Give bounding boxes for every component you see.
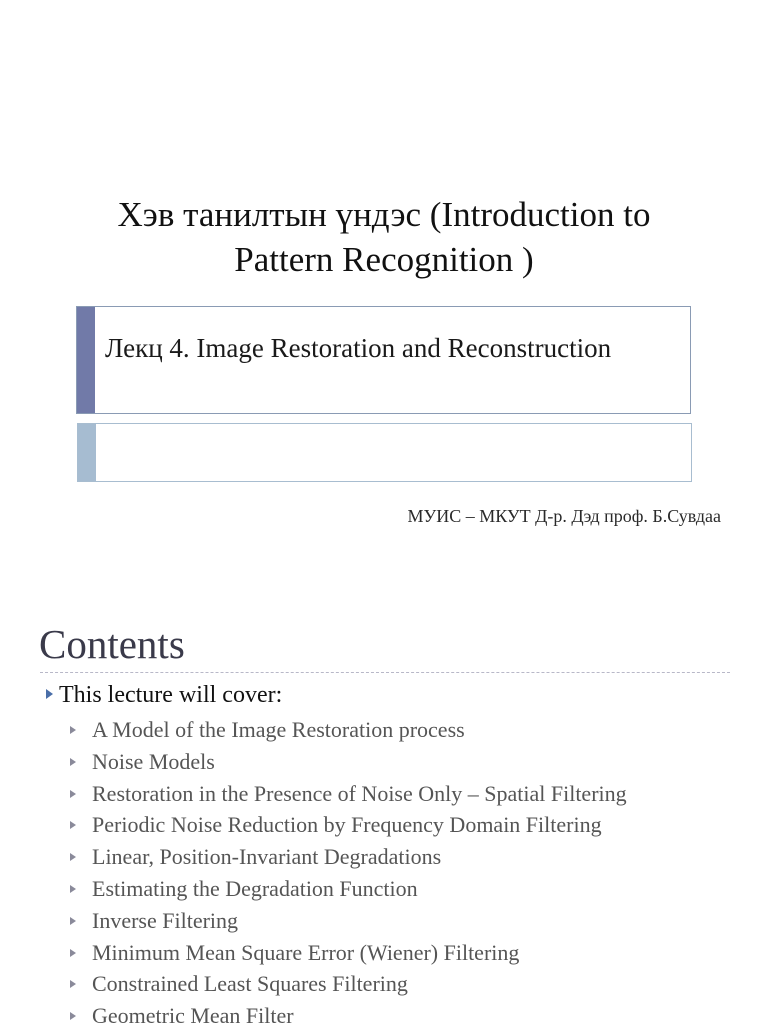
light-accent-bar: [78, 424, 96, 481]
title-line-2: Pattern Recognition ): [234, 240, 534, 279]
triangle-bullet-icon: [70, 885, 76, 893]
triangle-bullet-icon: [70, 853, 76, 861]
list-item: [70, 716, 627, 748]
contents-slide: [0, 576, 768, 1029]
contents-heading: Contents: [39, 621, 185, 667]
list-item: [70, 1002, 627, 1034]
triangle-bullet-icon: [70, 821, 76, 829]
list-item: [70, 907, 627, 939]
triangle-bullet-icon: [70, 980, 76, 988]
list-item: [70, 970, 627, 1002]
subtitle-box: [76, 306, 691, 414]
triangle-bullet-icon: [70, 790, 76, 798]
list-item-text: Periodic Noise Reduction by Frequency Domain Filtering: [92, 812, 602, 838]
slide-title: [40, 192, 728, 282]
triangle-bullet-icon: [46, 689, 53, 699]
list-item: [70, 843, 627, 875]
title-line-1: Хэв танилтын үндэс (Introduction to: [117, 195, 651, 234]
list-item-text: Minimum Mean Square Error (Wiener) Filtering: [92, 939, 520, 965]
contents-list: [70, 716, 627, 1034]
list-item-text: A Model of the Image Restoration process: [92, 717, 465, 742]
intro-bullet: [46, 682, 282, 709]
list-item-text: Constrained Least Squares Filtering: [92, 971, 408, 997]
list-item: [70, 748, 627, 780]
author-line: МУИС – МКУТ Д-р. Дэд проф. Б.Сувдаа: [407, 506, 721, 526]
triangle-bullet-icon: [70, 1012, 76, 1020]
list-item-text: Restoration in the Presence of Noise Only – Spatial Filtering: [92, 780, 627, 806]
list-item: [70, 811, 627, 843]
triangle-bullet-icon: [70, 949, 76, 957]
subtitle-accent-bar: [77, 307, 95, 413]
triangle-bullet-icon: [70, 726, 76, 734]
triangle-bullet-icon: [70, 758, 76, 766]
list-item: [70, 939, 627, 971]
list-item: [70, 780, 627, 812]
list-item-text: Noise Models: [92, 748, 215, 774]
intro-text: This lecture will cover:: [59, 682, 283, 708]
list-item-text: Linear, Position-Invariant Degradations: [92, 844, 442, 870]
lecture-subtitle: Лекц 4. Image Restoration and Reconstruction: [105, 333, 612, 363]
empty-text-box: [77, 423, 692, 482]
list-item-text: Inverse Filtering: [92, 907, 239, 933]
list-item-text: Geometric Mean Filter: [92, 1003, 294, 1029]
heading-divider: [40, 672, 730, 673]
list-item-text: Estimating the Degradation Function: [92, 875, 418, 901]
triangle-bullet-icon: [70, 917, 76, 925]
list-item: [70, 875, 627, 907]
